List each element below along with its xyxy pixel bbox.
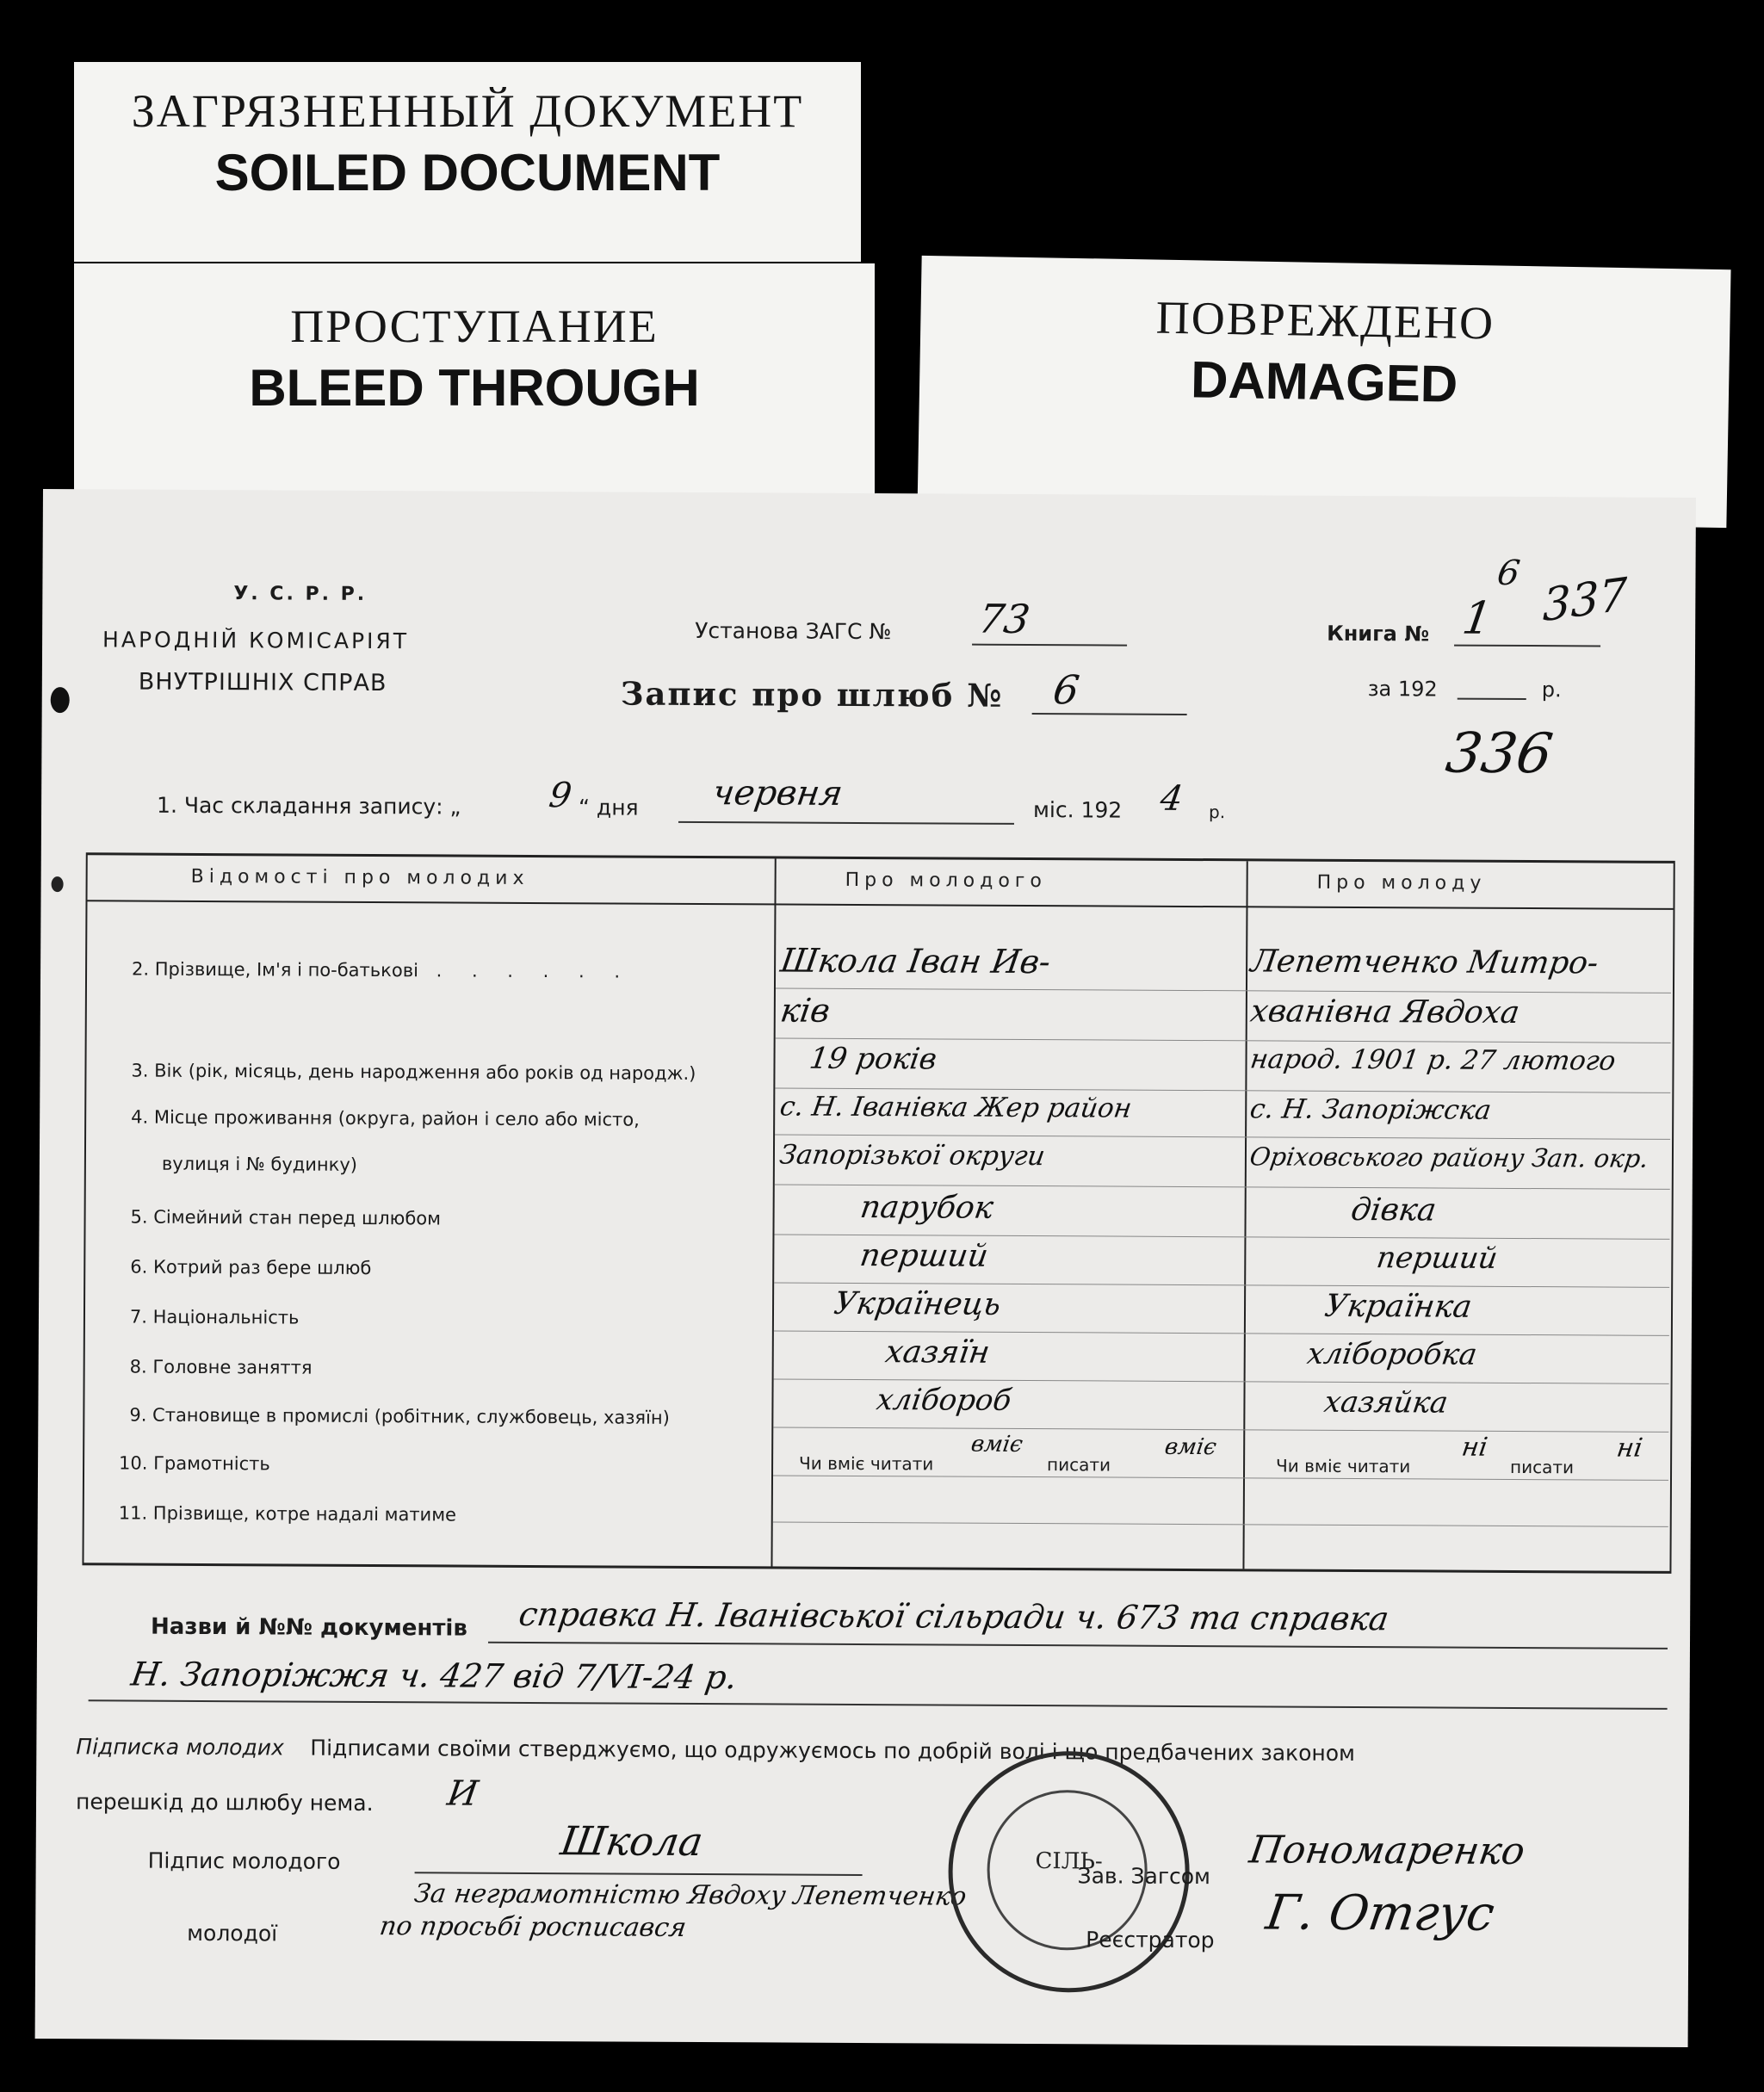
bride-note-line-1: За неграмотністю Явдоху Лепетченко [412,1878,969,1912]
table-row-label: 3. Вік (рік, місяць, день народження або років од народж.) [131,1060,696,1084]
table-row-label: 9. Становище в промислі (робітник, службовець, хазяїн) [129,1404,670,1428]
bride-nationality: Українка [1322,1288,1475,1325]
soiled-label-en: SOILED DOCUMENT [214,144,721,201]
groom-occupation: хазяїн [882,1334,993,1371]
book-mark-side: 337 [1542,568,1628,633]
institution-underline [972,644,1127,647]
item1-suffix: р. [1208,802,1226,823]
year-suffix: р. [1541,678,1562,702]
table-header-bride: Про молоду [1316,871,1487,894]
groom-read-label: Чи вміє читати [799,1452,934,1475]
bride-marital-status: дівка [1348,1191,1439,1229]
item1-label: 1. Час складання запису: „ [157,792,461,820]
registrar-signature: Г. Отгус [1262,1885,1498,1942]
item1-month-underline [678,821,1014,825]
groom-read-value: вміє [969,1431,1024,1458]
groom-marital-status: парубок [857,1189,996,1226]
year-underline [1458,698,1526,700]
institution-label: Установа ЗАГС № [695,617,892,645]
bride-read-value: ні [1459,1432,1490,1463]
table-row-label: 7. Національність [129,1306,300,1328]
bride-read-label: Чи вміє читати [1276,1455,1411,1477]
table-row-rule [773,1521,1668,1526]
bride-position: хазяйка [1321,1384,1451,1420]
table-row-label: 4. Місце проживання (округа, район і село або місто, [131,1106,640,1130]
bride-signature-label: молодої [187,1920,278,1947]
bride-note-line-2: по просьбі росписався [377,1911,689,1943]
table-row-rule [775,1134,1670,1139]
table-row-rule [773,1427,1668,1432]
bride-write-label: писати [1510,1456,1575,1478]
table-row-label: 2. Прізвище, Ім'я і по-батькові . . . . . . [132,958,633,982]
record-title: Запис про шлюб № [620,674,1004,715]
marriage-table [82,852,1674,1574]
book-label: Книга № [1327,621,1430,647]
declaration-text-1: Підписами своїми стверджуємо, що одружуємось по добрій волі і що предбачених законом [310,1735,1356,1766]
table-row-rule [775,1184,1670,1189]
item1-year-digit: 4 [1157,778,1185,819]
item1-month-label: міс. 192 [1032,797,1123,823]
seal-center-text: СІЛЬ- [1035,1848,1103,1875]
table-row-label: 10. Грамотність [119,1452,270,1475]
groom-nationality: Українець [832,1285,1004,1322]
groom-write-value: вміє [1163,1433,1218,1461]
book-number: 1 [1458,592,1495,645]
bride-write-value: ні [1614,1433,1645,1464]
groom-name-line1: Школа Іван Ив- [777,941,1054,981]
damaged-label-ru: ПОВРЕЖДЕНО [1155,291,1495,350]
institution-number: 73 [975,595,1033,642]
soiled-document-label [74,62,861,262]
groom-write-label: писати [1047,1454,1111,1476]
item1-day-label: “ дня [578,795,639,820]
groom-signature: Школа [557,1817,707,1866]
groom-age: 19 років [807,1041,939,1077]
table-header-groom: Про молодого [845,869,1047,893]
damaged-label [917,256,1730,528]
documents-underline-2 [89,1699,1668,1710]
groom-name-line2: ків [777,991,833,1030]
ink-blot [51,687,70,713]
table-row-rule [776,987,1671,993]
documents-line-2: Н. Запоріжжя ч. 427 від 7/VI-24 р. [128,1655,740,1697]
soiled-label-ru: ЗАГРЯЗНЕННЫЙ ДОКУМЕНТ [131,85,804,137]
table-header-info: Відомості про молодих [190,865,529,889]
folio-number: 336 [1442,721,1557,787]
registrar-signature-label: Реєстратор [1086,1927,1215,1953]
table-divider-1 [771,858,776,1566]
commissariat-header: НАРОДНІЙ КОМІСАРІЯТ [102,627,410,654]
book-underline [1454,645,1600,647]
groom-residence-1: с. Н. Іванівка Жер район [777,1091,1134,1124]
declaration-text-2: перешкід до шлюбу нема. [75,1789,374,1817]
bride-occupation: хліборобка [1304,1336,1480,1372]
bleed-label-ru: ПРОСТУПАНИЕ [290,300,659,352]
bride-residence-1: с. Н. Запоріжска [1247,1093,1494,1126]
groom-signature-underline [415,1872,863,1876]
table-row-label: 11. Прізвище, котре надалі матиме [118,1502,457,1526]
table-row-label: 5. Сімейний стан перед шлюбом [130,1206,442,1229]
groom-residence-2: Запорізької округи [777,1139,1048,1173]
table-row-label: 8. Головне заняття [129,1356,313,1378]
item1-day: 9 [546,776,574,816]
bleed-through-label [74,263,875,518]
bride-name-line2: хванівна Явдоха [1247,993,1522,1031]
year-label: за 192 [1367,677,1438,702]
ussr-header: У. С. Р. Р. [233,583,368,605]
documents-underline-1 [488,1642,1668,1649]
table-row-label: 6. Котрий раз бере шлюб [130,1256,372,1279]
item1-month: червня [709,773,845,814]
bride-residence-2: Оріховського району Зап. окр. [1247,1142,1651,1173]
marriage-record-form [35,489,1696,2047]
documents-line-1: справка Н. Іванівської сільради ч. 673 та справка [516,1594,1392,1638]
internal-affairs-header: ВНУТРІШНІХ СПРАВ [138,668,387,697]
groom-signature-label: Підпис молодого [147,1848,341,1874]
book-mark-top: 6 [1495,553,1523,593]
head-signature-label: Зав. Загсом [1077,1863,1211,1890]
bride-marriage-count: перший [1374,1241,1501,1276]
table-row-label: вулиця і № будинку) [161,1153,358,1175]
groom-position: хлібороб [874,1383,1014,1418]
documents-label: Назви й №№ документів [151,1613,467,1642]
head-signature: Пономаренко [1247,1828,1528,1874]
bride-name-line1: Лепетченко Митро- [1248,944,1601,981]
damaged-label-en: DAMAGED [1190,350,1458,413]
record-number: 6 [1049,666,1083,714]
bleed-label-en: BLEED THROUGH [249,359,700,417]
table-header-rule [87,900,1673,910]
bride-birth: народ. 1901 р. 27 лютого [1247,1043,1618,1077]
declaration-heading: Підписка молодих [76,1734,284,1761]
groom-marriage-count: перший [857,1237,991,1274]
declaration-mark: И [444,1773,481,1814]
record-number-underline [1032,713,1187,715]
ink-blot [52,876,64,892]
table-divider-2 [1242,861,1247,1569]
